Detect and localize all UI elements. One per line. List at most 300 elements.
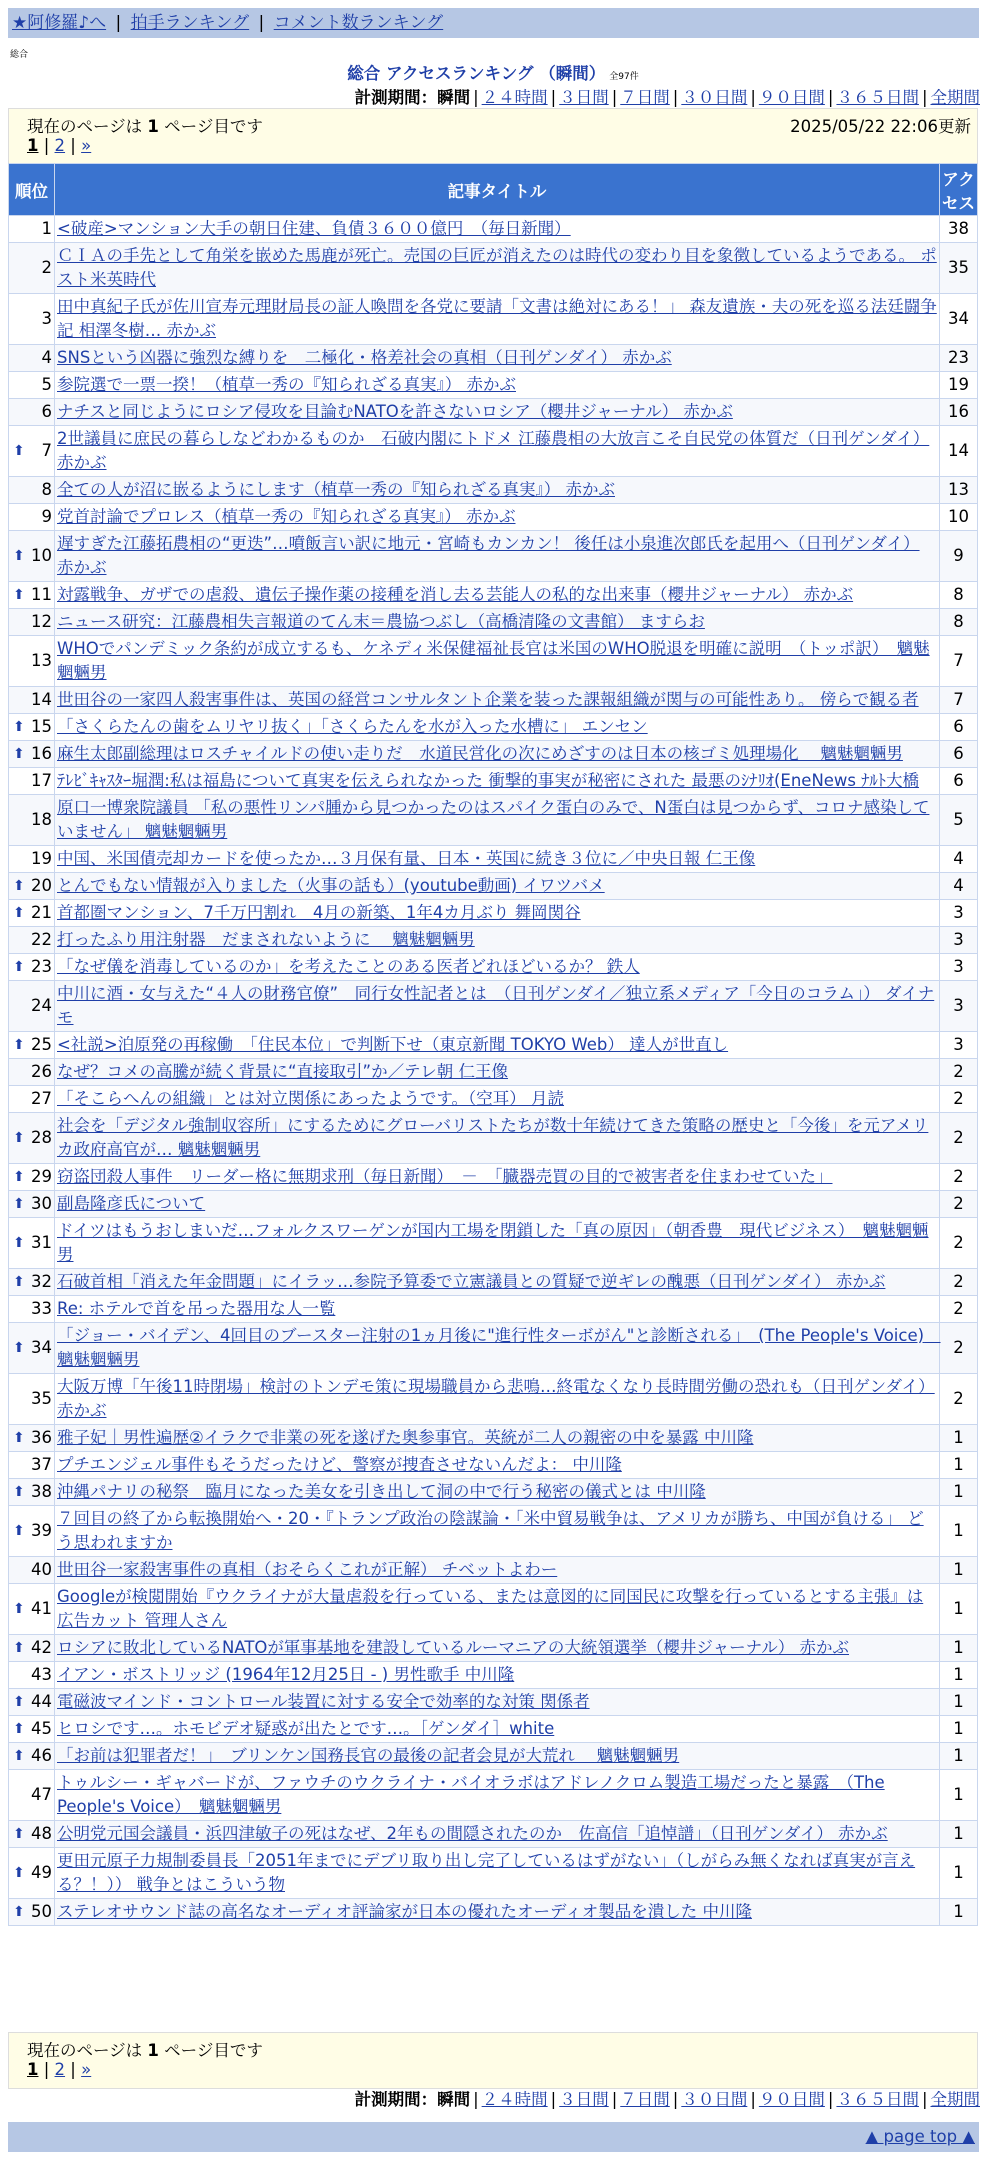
article-link[interactable]: 世田谷の一家四人殺害事件は、英国の経営コンサルタント企業を装った課報組織が関与の可能性あり。 傍らで観る者: [57, 690, 919, 709]
rank-cell: [9, 1269, 55, 1296]
period-selector-top: [355, 84, 980, 108]
article-link[interactable]: 原口一博衆院議員 「私の悪性リンパ腫から見つかったのはスパイク蛋白のみで、N蛋白は見つからず、コロナ感染していません」 魑魅魍魎男: [57, 798, 930, 841]
article-link[interactable]: 遅すぎた江藤拓農相の“更迭”…噴飯言い訳に地元・宮崎もカンカン！ 後任は小泉進次郎氏を起用へ（日刊ゲンダイ） 赤かぶ: [57, 534, 920, 577]
nav-separator: |: [258, 13, 265, 33]
rank-cell: [9, 1716, 55, 1743]
rank-header: 順位: [9, 164, 55, 216]
article-link[interactable]: ドイツはもうおしまいだ…フォルクスワーゲンが国内工場を閉鎖した「真の原因」（朝香豊 現代ビジネス） 魑魅魍魎男: [57, 1221, 929, 1264]
article-link[interactable]: ﾃﾚﾋﾞｷｬｽﾀｰ堀潤:私は福島について真実を伝えられなかった 衝撃的事実が秘密にされた 最悪のｼﾅﾘｵ(EneNews ﾅﾙﾄ大橋: [57, 771, 920, 790]
page-top-link[interactable]: ▲ page top ▲: [865, 2127, 975, 2146]
title-cell: [55, 531, 940, 582]
table-row: [9, 294, 978, 345]
rank-number: 25: [31, 1035, 52, 1054]
access-count: 2: [940, 1086, 978, 1113]
article-link[interactable]: 中国、米国債売却カードを使ったか…３月保有量、日本・英国に続き３位に／中央日報 仁王像: [57, 849, 756, 868]
rank-number: 26: [31, 1062, 52, 1081]
rank-number: 2: [41, 258, 52, 277]
access-count: 3: [940, 981, 978, 1032]
rank-cell: [9, 609, 55, 636]
page-link-current: 1: [27, 2060, 39, 2079]
article-link[interactable]: 大阪万博「午後11時閉場」検討のトンデモ策に現場職員から悲鳴…終電なくなり長時間労働の恐れも（日刊ゲンダイ） 赤かぶ: [57, 1377, 935, 1420]
period-separator: |: [550, 2090, 557, 2109]
rank-cell: [9, 582, 55, 609]
up-arrow-icon: ⬆: [13, 1721, 25, 1737]
article-link[interactable]: 公明党元国会議員・浜四津敏子の死はなぜ、2年もの間隠されたのか 佐高信「追悼譜」（日刊ゲンダイ） 赤かぶ: [57, 1824, 888, 1843]
up-arrow-icon: ⬆: [13, 1523, 25, 1539]
title-cell: [55, 372, 940, 399]
rank-cell: [9, 1506, 55, 1557]
access-count: 1: [940, 1506, 978, 1557]
access-count: 1: [940, 1635, 978, 1662]
access-count: 23: [940, 345, 978, 372]
rank-number: 46: [31, 1746, 52, 1765]
table-row: [9, 1032, 978, 1059]
title-cell: [55, 1716, 940, 1743]
pager-status: [27, 113, 971, 136]
rank-cell: [9, 345, 55, 372]
period-option[interactable]: ２４時間: [481, 88, 548, 107]
article-link[interactable]: Re: ホテルで首を吊った器用な人一覧: [57, 1299, 336, 1318]
period-separator: |: [611, 88, 618, 107]
pager-prefix: 現在のページは: [27, 117, 143, 136]
article-link[interactable]: 副島隆彦氏について: [57, 1194, 206, 1213]
access-count: 2: [940, 1164, 978, 1191]
rank-cell: [9, 1164, 55, 1191]
table-row: [9, 846, 978, 873]
rank-number: 8: [41, 480, 52, 499]
period-option[interactable]: ３日間: [559, 2090, 609, 2109]
article-link[interactable]: 打ったふり用注射器 だまされないように 魑魅魍魎男: [57, 930, 475, 949]
article-link[interactable]: 田中真紀子氏が佐川宣寿元理財局長の証人喚問を各党に要請「文書は絶対にある！」 森友遺族・夫の死を巡る法廷闘争記 相澤冬樹… 赤かぶ: [57, 297, 937, 340]
up-arrow-icon: ⬆: [13, 1037, 25, 1053]
period-option[interactable]: ２４時間: [481, 2090, 548, 2109]
rank-number: 35: [31, 1389, 52, 1408]
rank-number: 3: [41, 309, 52, 328]
title-cell: [55, 477, 940, 504]
access-count: 4: [940, 846, 978, 873]
period-option[interactable]: ３６５日間: [836, 2090, 919, 2109]
rank-cell: [9, 477, 55, 504]
rank-cell: [9, 873, 55, 900]
rank-cell: [9, 714, 55, 741]
rank-number: 4: [41, 348, 52, 367]
rank-cell: [9, 243, 55, 294]
table-row: [9, 1059, 978, 1086]
article-link[interactable]: 首都圏マンション、7千万円割れ 4月の新築、1年4カ月ぶり 舞岡関谷: [57, 903, 581, 922]
rank-cell: [9, 687, 55, 714]
access-count: 1: [940, 1743, 978, 1770]
rank-cell: [9, 1452, 55, 1479]
pager-separator: |: [43, 136, 50, 155]
period-label: 計測期間：: [354, 88, 438, 107]
article-link[interactable]: 対露戦争、ガザでの虐殺、遺伝子操作薬の接種を消し去る芸能人の私的な出来事（櫻井ジャーナル） 赤かぶ: [57, 585, 854, 604]
table-row: [9, 345, 978, 372]
title-cell: [55, 1218, 940, 1269]
rank-number: 30: [31, 1194, 52, 1213]
period-selector-bottom: [355, 2086, 980, 2110]
access-count: 2: [940, 1323, 978, 1374]
rank-number: 41: [31, 1599, 52, 1618]
title-cell: [55, 1848, 940, 1899]
article-link[interactable]: ＣＩＡの手先として角栄を嵌めた馬鹿が死亡。売国の巨匠が消えたのは時代の変わり目を象徴しているようである。 ポスト米英時代: [57, 246, 937, 289]
access-count: 16: [940, 399, 978, 426]
rank-cell: [9, 981, 55, 1032]
rank-cell: [9, 1899, 55, 1926]
next-page-link[interactable]: »: [81, 2060, 92, 2079]
rank-number: 14: [31, 690, 52, 709]
title-cell: [55, 1821, 940, 1848]
table-row: [9, 531, 978, 582]
rank-number: 32: [31, 1272, 52, 1291]
table-row: [9, 1086, 978, 1113]
rank-number: 48: [31, 1824, 52, 1843]
access-count: 8: [940, 582, 978, 609]
title-cell: [55, 1425, 940, 1452]
rank-cell: [9, 1557, 55, 1584]
title-cell: [55, 1032, 940, 1059]
table-row: [9, 1662, 978, 1689]
title-cell: [55, 399, 940, 426]
up-arrow-icon: ⬆: [13, 1640, 25, 1656]
ranking-table: [8, 163, 978, 1926]
updated-timestamp: 2025/05/22 22:06更新: [790, 117, 971, 136]
table-row: [9, 1770, 978, 1821]
article-link[interactable]: 世田谷一家殺害事件の真相（おそらくこれが正解） チベットよわー: [57, 1560, 558, 1579]
rank-cell: [9, 1848, 55, 1899]
rank-cell: [9, 954, 55, 981]
table-row: [9, 900, 978, 927]
article-link[interactable]: 麻生太郎副総理はロスチャイルドの使い走りだ 水道民営化の次にめざすのは日本の核ゴミ処理場化 魑魅魍魎男: [57, 744, 903, 763]
title-cell: [55, 1374, 940, 1425]
table-row: [9, 1479, 978, 1506]
rank-number: 29: [31, 1167, 52, 1186]
access-count: 2: [940, 1296, 978, 1323]
access-count: 1: [940, 1452, 978, 1479]
rank-cell: [9, 1584, 55, 1635]
period-current: 瞬間: [437, 2090, 471, 2109]
up-arrow-icon: ⬆: [13, 1904, 25, 1920]
access-count: 4: [940, 873, 978, 900]
article-link[interactable]: ロシアに敗北しているNATOが軍事基地を建設しているルーマニアの大統領選挙（櫻井ジャーナル） 赤かぶ: [57, 1638, 850, 1657]
table-row: [9, 1557, 978, 1584]
title-cell: [55, 768, 940, 795]
category-label: 総合: [10, 50, 29, 60]
period-option[interactable]: ３０日間: [681, 88, 748, 107]
access-count: 1: [940, 1770, 978, 1821]
article-link[interactable]: イアン・ボストリッジ (1964年12月25日 - ) 男性歌手 中川隆: [57, 1665, 515, 1684]
rank-number: 28: [31, 1128, 52, 1147]
title-cell: [55, 1662, 940, 1689]
article-link[interactable]: WHOでパンデミック条約が成立するも、ケネディ米保健福祉長官は米国のWHO脱退を明確に説明 （トッポ訳） 魑魅魍魎男: [57, 639, 930, 682]
period-separator: |: [672, 2090, 679, 2109]
pager-bottom: [8, 2032, 978, 2089]
article-link[interactable]: 中川に酒・女与えた“４人の財務官僚” 同行女性記者とは （日刊ゲンダイ／独立系メディア「今日のコラム」） ダイナモ: [57, 984, 935, 1027]
table-row: [9, 687, 978, 714]
access-count: 3: [940, 900, 978, 927]
period-separator: |: [550, 88, 557, 107]
page-link[interactable]: 2: [54, 136, 66, 155]
table-row: [9, 1113, 978, 1164]
rank-number: 33: [31, 1299, 52, 1318]
rank-cell: [9, 1086, 55, 1113]
title-cell: [55, 1323, 940, 1374]
table-row: [9, 636, 978, 687]
title-cell: [55, 714, 940, 741]
article-link[interactable]: 「ジョー・バイデン、4回目のブースター注射の1ヵ月後に"進行性ターボがん"と診断される」 (The People's Voice) 魑魅魍魎男: [57, 1326, 941, 1369]
title-cell: [55, 216, 940, 243]
access-count: 1: [940, 1899, 978, 1926]
table-row: [9, 1506, 978, 1557]
page-title: 総合 アクセスランキング （瞬間）: [347, 64, 606, 83]
title-cell: [55, 1689, 940, 1716]
period-separator: |: [473, 88, 479, 107]
title-cell: [55, 1584, 940, 1635]
article-link[interactable]: <破産>マンション大手の朝日住建、負債３６００億円 （毎日新聞）: [57, 219, 571, 238]
page-link[interactable]: 2: [54, 2060, 66, 2079]
rank-number: 38: [31, 1482, 52, 1501]
access-count: 3: [940, 1032, 978, 1059]
period-separator: |: [827, 2090, 834, 2109]
period-option[interactable]: ３日間: [559, 88, 609, 107]
rank-cell: [9, 1635, 55, 1662]
rank-number: 50: [31, 1902, 52, 1921]
period-option[interactable]: ３０日間: [681, 2090, 748, 2109]
rank-number: 40: [31, 1560, 52, 1579]
rank-cell: [9, 795, 55, 846]
article-link[interactable]: 「そこらへんの組織」とは対立関係にあったようです。（空耳） 月読: [57, 1089, 565, 1108]
title-cell: [55, 1296, 940, 1323]
access-count: 6: [940, 768, 978, 795]
top-nav-bar: [8, 8, 979, 38]
rank-number: 47: [31, 1785, 52, 1804]
period-option[interactable]: ９０日間: [758, 2090, 825, 2109]
up-arrow-icon: ⬆: [13, 1235, 25, 1251]
page-link-current: 1: [27, 136, 39, 155]
access-count: 7: [940, 636, 978, 687]
title-cell: [55, 927, 940, 954]
access-count: 3: [940, 954, 978, 981]
table-row: [9, 1164, 978, 1191]
title-cell: [55, 1770, 940, 1821]
comment-ranking-link[interactable]: コメント数ランキング: [273, 13, 444, 33]
article-link[interactable]: 2世議員に庶民の暮らしなどわかるものか 石破内閣にトドメ 江藤農相の大放言こそ自民党の体質だ（日刊ゲンダイ） 赤かぶ: [57, 429, 930, 472]
rank-number: 11: [31, 585, 52, 604]
access-count: 1: [940, 1584, 978, 1635]
table-row: [9, 1374, 978, 1425]
pager-current-number: 1: [147, 117, 159, 136]
access-count: 5: [940, 795, 978, 846]
period-option[interactable]: ９０日間: [758, 88, 825, 107]
table-row: [9, 1848, 978, 1899]
period-separator: |: [473, 2090, 479, 2109]
period-separator: |: [921, 2090, 928, 2109]
article-link[interactable]: Googleが検閲開始『ウクライナが大量虐殺を行っている、または意図的に同国民に攻撃を行っているとする主張』は広告カット 管理人さん: [57, 1587, 924, 1630]
next-page-link[interactable]: »: [81, 136, 92, 155]
up-arrow-icon: ⬆: [13, 878, 25, 894]
period-option[interactable]: 全期間: [930, 2090, 980, 2109]
title-cell: [55, 981, 940, 1032]
access-count: 1: [940, 1557, 978, 1584]
up-arrow-icon: ⬆: [13, 719, 25, 735]
pager-current-number: 1: [147, 2041, 159, 2060]
rank-number: 49: [31, 1863, 52, 1882]
access-count: 2: [940, 1113, 978, 1164]
article-link[interactable]: ステレオサウンド誌の高名なオーディオ評論家が日本の優れたオーディオ製品を潰した 中川隆: [57, 1902, 752, 1921]
access-header: アクセス: [940, 164, 978, 216]
pager-prefix: 現在のページは: [27, 2041, 143, 2060]
up-arrow-icon: ⬆: [13, 1601, 25, 1617]
table-row: [9, 1452, 978, 1479]
total-count: 全97件: [609, 72, 639, 82]
rank-number: 23: [31, 957, 52, 976]
table-row: [9, 216, 978, 243]
title-cell: [55, 1113, 940, 1164]
article-link[interactable]: 「なぜ儀を消毒しているのか」を考えたことのある医者どれほどいるか？ 鉄人: [57, 957, 640, 976]
period-option[interactable]: ７日間: [620, 88, 670, 107]
rank-number: 17: [31, 771, 52, 790]
period-separator: |: [827, 88, 834, 107]
article-link[interactable]: 更田元原子力規制委員長「2051年までにデブリ取り出し完了しているはずがない」（しがらみ無くなれば真実が言える？！）） 戦争とはこういう物: [57, 1851, 916, 1894]
rank-number: 24: [31, 996, 52, 1015]
rank-number: 16: [31, 744, 52, 763]
rank-number: 20: [31, 876, 52, 895]
rank-cell: [9, 1743, 55, 1770]
article-link[interactable]: トゥルシー・ギャバードが、ファウチのウクライナ・バイオラボはアドレノクロム製造工場だったと暴露 （The People's Voice） 魑魅魍魎男: [57, 1773, 885, 1816]
article-link[interactable]: 雅子妃｜男性遍歴②イラクで非業の死を遂げた奥参事官。英統が二人の親密の中を暴露 中川隆: [57, 1428, 754, 1447]
article-link[interactable]: 社会を「デジタル強制収容所」にするためにグローバリストたちが数十年続けてきた策略の歴史と「今後」を元アメリカ政府高官が… 魑魅魍魎男: [57, 1116, 929, 1159]
table-row: [9, 1218, 978, 1269]
article-link[interactable]: プチエンジェル事件もそうだったけど、警察が捜査させないんだよ： 中川隆: [57, 1455, 622, 1474]
title-cell: [55, 741, 940, 768]
title-cell: [55, 1899, 940, 1926]
article-link[interactable]: 電磁波マインド・コントロール装置に対する安全で効率的な対策 関係者: [57, 1692, 590, 1711]
up-arrow-icon: ⬆: [13, 1865, 25, 1881]
up-arrow-icon: ⬆: [13, 1748, 25, 1764]
period-option[interactable]: 全期間: [930, 88, 980, 107]
rank-number: 22: [31, 930, 52, 949]
article-link[interactable]: ニュース研究：江藤農相失言報道のてん末＝農協つぶし（高橋清隆の文書館） ますらお: [57, 612, 705, 631]
article-link[interactable]: とんでもない情報が入りました（火事の話も）(youtube動画) イワツバメ: [57, 876, 605, 895]
up-arrow-icon: ⬆: [13, 746, 25, 762]
table-row: [9, 873, 978, 900]
rank-number: 37: [31, 1455, 52, 1474]
article-link[interactable]: なぜ？コメの高騰が続く背景に“直接取引”か／テレ朝 仁王像: [57, 1062, 509, 1081]
up-arrow-icon: ⬆: [13, 548, 25, 564]
pager-links: [27, 2060, 959, 2084]
access-count: 7: [940, 687, 978, 714]
access-count: 13: [940, 477, 978, 504]
rank-cell: [9, 216, 55, 243]
access-count: 34: [940, 294, 978, 345]
rank-cell: [9, 294, 55, 345]
rank-cell: [9, 426, 55, 477]
rank-number: 42: [31, 1638, 52, 1657]
table-row: [9, 741, 978, 768]
up-arrow-icon: ⬆: [13, 1130, 25, 1146]
title-cell: [55, 1452, 940, 1479]
article-link[interactable]: ナチスと同じようにロシア侵攻を目論むNATOを許さないロシア（櫻井ジャーナル） 赤かぶ: [57, 402, 733, 421]
title-cell: [55, 1557, 940, 1584]
title-cell: [55, 1086, 940, 1113]
rank-number: 31: [31, 1233, 52, 1252]
period-label: 計測期間：: [354, 2090, 438, 2109]
rank-number: 12: [31, 612, 52, 631]
article-link[interactable]: 沖縄パナリの秘祭 臨月になった美女を引き出して洞の中で行う秘密の儀式とは 中川隆: [57, 1482, 706, 1501]
period-separator: |: [750, 2090, 756, 2109]
up-arrow-icon: ⬆: [13, 1430, 25, 1446]
rank-cell: [9, 1425, 55, 1452]
up-arrow-icon: ⬆: [13, 905, 25, 921]
period-separator: |: [611, 2090, 618, 2109]
rank-number: 45: [31, 1719, 52, 1738]
rank-cell: [9, 1296, 55, 1323]
table-row: [9, 1899, 978, 1926]
period-current: 瞬間: [437, 88, 471, 107]
article-link[interactable]: 全ての人が沼に嵌るようにします（植草一秀の『知られざる真実』） 赤かぶ: [57, 480, 615, 499]
rank-cell: [9, 372, 55, 399]
title-cell: [55, 846, 940, 873]
title-cell: [55, 1191, 940, 1218]
article-link[interactable]: ７回目の終了から転換開始へ・20・『トランプ政治の陰謀論・「米中貿易戦争は、アメリカが勝ち、中国が負ける」 どう思われますか: [57, 1509, 924, 1552]
table-row: [9, 582, 978, 609]
period-option[interactable]: ７日間: [620, 2090, 670, 2109]
article-link[interactable]: ヒロシです…。ホモビデオ疑惑が出たとです…。［ゲンダイ］white: [57, 1719, 555, 1738]
title-cell: [55, 873, 940, 900]
article-link[interactable]: <社説>泊原発の再稼働 「住民本位」で判断下せ（東京新聞 TOKYO Web） 達人が世直し: [57, 1035, 729, 1054]
article-link[interactable]: 石破首相「消えた年金問題」にイラッ…参院予算委で立憲議員との質疑で逆ギレの醜悪（日刊ゲンダイ） 赤かぶ: [57, 1272, 886, 1291]
title-cell: [55, 1269, 940, 1296]
pager-suffix: ページ目です: [164, 117, 263, 136]
article-link[interactable]: 「お前は犯罪者だ！」 ブリンケン国務長官の最後の記者会見が大荒れ 魑魅魍魎男: [57, 1746, 680, 1765]
rank-cell: [9, 504, 55, 531]
rank-cell: [9, 1821, 55, 1848]
access-count: 1: [940, 1425, 978, 1452]
access-count: 2: [940, 1374, 978, 1425]
home-link[interactable]: ★阿修羅♪へ: [12, 13, 107, 33]
rank-cell: [9, 741, 55, 768]
article-link[interactable]: 党首討論でプロレス（植草一秀の『知られざる真実』） 赤かぶ: [57, 507, 516, 526]
article-link[interactable]: SNSという凶器に強烈な縛りを 二極化・格差社会の真相（日刊ゲンダイ） 赤かぶ: [57, 348, 672, 367]
article-link[interactable]: 参院選で一票一揆！（植草一秀の『知られざる真実』） 赤かぶ: [57, 375, 516, 394]
access-count: 1: [940, 1662, 978, 1689]
table-row: [9, 243, 978, 294]
rank-number: 21: [31, 903, 52, 922]
rank-number: 36: [31, 1428, 52, 1447]
rank-number: 18: [31, 810, 52, 829]
up-arrow-icon: ⬆: [13, 959, 25, 975]
title-cell: [55, 1635, 940, 1662]
period-option[interactable]: ３６５日間: [836, 88, 919, 107]
rank-number: 44: [31, 1692, 52, 1711]
access-count: 3: [940, 927, 978, 954]
up-arrow-icon: ⬆: [13, 1274, 25, 1290]
title-cell: [55, 795, 940, 846]
up-arrow-icon: ⬆: [13, 443, 25, 459]
table-row: [9, 504, 978, 531]
article-link[interactable]: 窃盗団殺人事件 リーダー格に無期求刑（毎日新聞） － 「臓器売買の目的で被害者を住まわせていた」: [57, 1167, 833, 1186]
rank-cell: [9, 636, 55, 687]
table-row: [9, 795, 978, 846]
rank-number: 39: [31, 1521, 52, 1540]
table-row: [9, 1821, 978, 1848]
table-row: [9, 426, 978, 477]
title-cell: [55, 687, 940, 714]
table-row: [9, 981, 978, 1032]
article-link[interactable]: 「さくらたんの歯をムリヤリ抜く」「さくらたんを水が入った水槽に」 エンセン: [57, 717, 648, 736]
clap-ranking-link[interactable]: 拍手ランキング: [130, 13, 250, 33]
table-row: [9, 768, 978, 795]
table-row: [9, 1191, 978, 1218]
